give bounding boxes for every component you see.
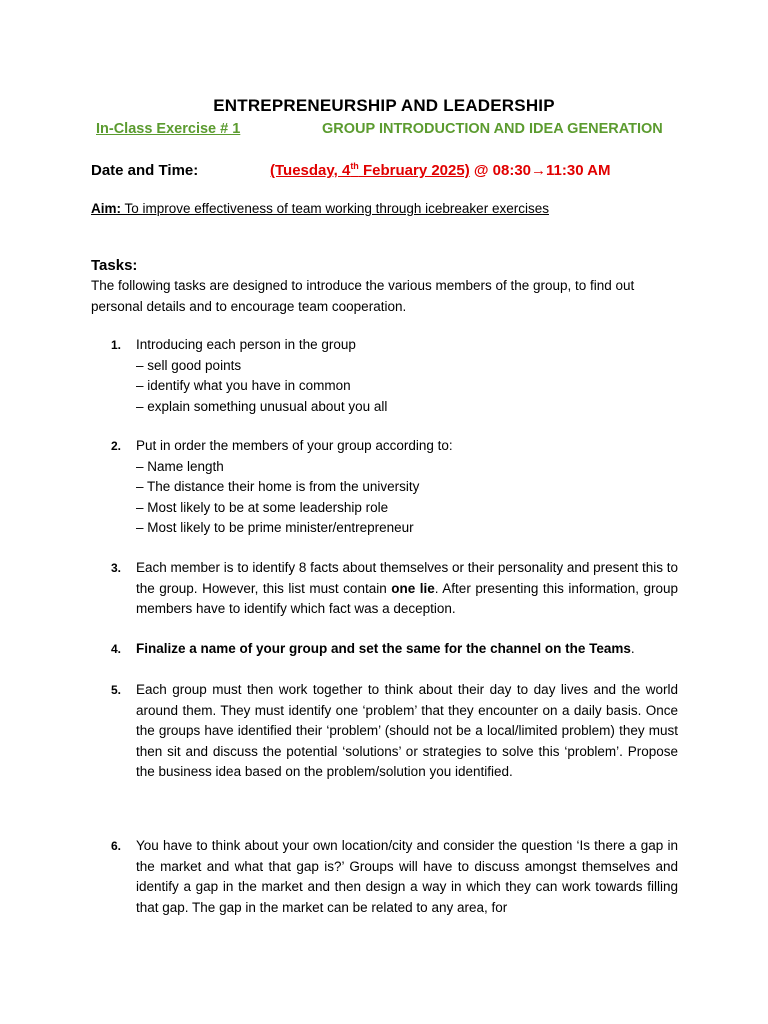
document-title: ENTREPRENEURSHIP AND LEADERSHIP <box>213 96 555 115</box>
task-subpoint: – The distance their home is from the university <box>136 479 420 494</box>
task-number: 5. <box>111 683 122 697</box>
task-text: Finalize a name of your group and set the same for the channel on the Teams. <box>136 641 635 656</box>
task-number: 2. <box>111 439 122 453</box>
tasks-heading: Tasks: <box>91 257 138 274</box>
task-subpoint: – explain something unusual about you all <box>136 398 388 414</box>
task-subpoint: – sell good points <box>136 357 242 373</box>
task-number: 3. <box>111 561 122 575</box>
task-emphasis: one lie <box>391 580 435 596</box>
task-number: 6. <box>111 839 122 853</box>
task-subpoint: – Name length <box>136 458 224 474</box>
task-item-6 <box>91 836 681 918</box>
aim-label: Aim: <box>91 201 121 216</box>
task-number: 4. <box>111 642 122 656</box>
task-subpoint: – identify what you have in common <box>136 378 351 393</box>
exercise-label: In-Class Exercise # 1 <box>96 121 241 137</box>
task-text: Each group must then work together to think about their day to day lives and the world around them. They must identify one ‘problem’ that they encounter on a daily basis. Once the groups have identified their ‘problem’ (should not be a local/limited problem) they must then sit and discuss the potential ‘solutions’ or strategies to solve this ‘problem’. Propose the business idea based on the problem/solution you identified. <box>136 682 678 779</box>
tasks-intro: The following tasks are designed to introduce the various members of the group, to find out personal details and to encourage team cooperation. <box>91 278 635 314</box>
task-item-1 <box>91 335 681 417</box>
exercise-topic: GROUP INTRODUCTION AND IDEA GENERATION <box>322 121 663 137</box>
date-time-value <box>270 162 611 179</box>
task-emphasis: Finalize a name of your group and set the same for the channel on the Teams <box>136 641 631 656</box>
date-time-range: @ 08:30→11:30 AM <box>469 162 611 179</box>
aim-text: To improve effectiveness of team working through icebreaker exercises <box>121 201 549 216</box>
task-text: You have to think about your own location/city and consider the question ‘Is there a gap in the market and what that gap is?’ Groups will have to discuss amongst themselves and identify a gap in the market and then design a way in which they can work towards filling that gap. The gap in the market can be related to any area, for <box>136 838 678 915</box>
task-subpoint: – Most likely to be prime minister/entrepreneur <box>136 520 414 535</box>
task-text: Put in order the members of your group according to: <box>136 438 453 453</box>
task-item-4 <box>91 639 681 660</box>
task-subpoint: – Most likely to be at some leadership role <box>136 499 389 515</box>
date-day: (Tuesday, 4th February 2025) <box>270 161 470 179</box>
task-item-2 <box>91 436 681 539</box>
task-number: 1. <box>111 338 122 352</box>
aim-line <box>91 201 549 216</box>
task-text: Introducing each person in the group <box>136 337 356 352</box>
task-text: Each member is to identify 8 facts about themselves or their personality and present this to the group. However, this list must contain one lie. After presenting this information, group members have to identify which fact was a deception. <box>136 560 678 616</box>
task-item-5 <box>91 680 681 783</box>
date-time-label: Date and Time: <box>91 162 199 179</box>
task-item-3 <box>91 558 681 620</box>
